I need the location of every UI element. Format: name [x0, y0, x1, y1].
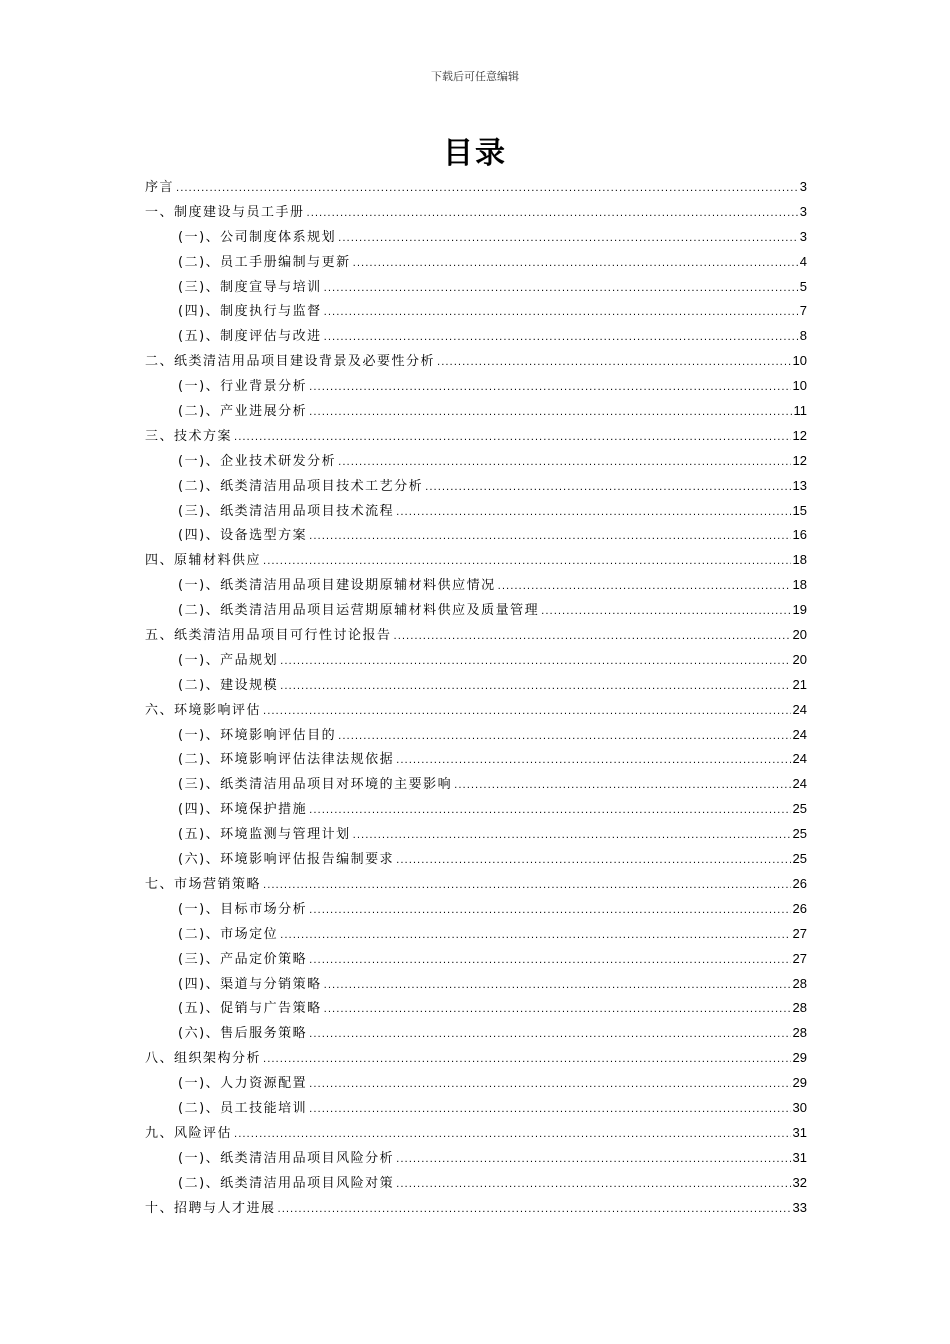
toc-dot-leader: [338, 725, 790, 750]
toc-page-number: 25: [792, 801, 807, 817]
toc-dot-leader: [309, 799, 790, 824]
toc-title: 目录: [443, 136, 507, 171]
toc-entry-label: (二)、纸类清洁用品项目运营期原辅材料供应及质量管理: [178, 603, 540, 619]
toc-entry-label: (二)、环境影响评估法律法规依据: [178, 752, 395, 768]
toc-section-entry[interactable]: [145, 1096, 807, 1121]
toc-dot-leader: [309, 376, 790, 401]
table-of-contents: [145, 175, 807, 1220]
toc-entry-label: (一)、目标市场分析: [178, 901, 308, 917]
toc-entry-label: (四)、制度执行与监督: [178, 304, 322, 320]
toc-section-entry[interactable]: [145, 474, 807, 499]
toc-dot-leader: [263, 1048, 791, 1073]
toc-entry-label: (二)、纸类清洁用品项目风险对策: [178, 1175, 395, 1191]
toc-dot-leader: [396, 749, 790, 774]
toc-page-number: 27: [792, 925, 807, 941]
toc-dot-leader: [541, 600, 790, 625]
toc-page-number: 19: [792, 602, 807, 618]
toc-section-entry[interactable]: [145, 399, 807, 424]
toc-page-number: 10: [792, 353, 807, 369]
toc-dot-leader: [263, 874, 791, 899]
toc-dot-leader: [396, 501, 790, 526]
toc-page-number: 10: [792, 378, 807, 394]
toc-page-number: 27: [792, 950, 807, 966]
toc-entry-label: 九、风险评估: [145, 1125, 233, 1141]
toc-section-entry[interactable]: [145, 598, 807, 623]
toc-entry-label: (二)、产业进展分析: [178, 404, 308, 420]
toc-section-entry[interactable]: [145, 523, 807, 548]
toc-dot-leader: [396, 849, 790, 874]
toc-page-number: 24: [792, 751, 807, 767]
toc-section-entry[interactable]: [145, 1171, 807, 1196]
toc-dot-leader: [324, 301, 798, 326]
toc-dot-leader: [309, 1098, 790, 1123]
toc-dot-leader: [396, 1148, 790, 1173]
toc-dot-leader: [394, 625, 791, 650]
toc-page-number: 7: [799, 303, 807, 319]
toc-entry-label: (一)、公司制度体系规划: [178, 229, 337, 245]
toc-dot-leader: [353, 824, 791, 849]
toc-page-number: 5: [799, 278, 807, 294]
toc-entry-label: 七、市场营销策略: [145, 876, 262, 892]
toc-section-entry[interactable]: [145, 499, 807, 524]
toc-dot-leader: [176, 177, 798, 202]
toc-page-number: 24: [792, 726, 807, 742]
toc-entry-label: (五)、制度评估与改进: [178, 329, 322, 345]
toc-chapter-entry[interactable]: [145, 1196, 807, 1221]
toc-dot-leader: [309, 1023, 790, 1048]
toc-page-number: 28: [792, 1000, 807, 1016]
toc-section-entry[interactable]: [145, 897, 807, 922]
toc-dot-leader: [263, 550, 791, 575]
toc-section-entry[interactable]: [145, 723, 807, 748]
toc-entry-label: (一)、环境影响评估目的: [178, 727, 337, 743]
toc-dot-leader: [234, 1123, 791, 1148]
toc-page-number: 4: [799, 253, 807, 269]
toc-chapter-entry[interactable]: [145, 1046, 807, 1071]
toc-entry-label: 序言: [145, 180, 175, 195]
toc-chapter-entry[interactable]: [145, 872, 807, 897]
toc-page-number: 31: [792, 1149, 807, 1165]
toc-page-number: 15: [792, 502, 807, 518]
toc-page-number: 20: [792, 651, 807, 667]
toc-dot-leader: [338, 227, 798, 252]
toc-chapter-entry[interactable]: [145, 1121, 807, 1146]
toc-entry-label: (四)、渠道与分销策略: [178, 976, 322, 992]
toc-page-number: 28: [792, 975, 807, 991]
toc-dot-leader: [324, 974, 791, 999]
toc-page-number: 26: [792, 900, 807, 916]
toc-entry-label: (一)、企业技术研发分析: [178, 453, 337, 469]
toc-page-number: 3: [799, 228, 807, 244]
toc-chapter-entry[interactable]: [145, 548, 807, 573]
toc-dot-leader: [309, 899, 790, 924]
toc-entry-label: (一)、纸类清洁用品项目风险分析: [178, 1150, 395, 1166]
toc-page-number: 18: [792, 577, 807, 593]
toc-section-entry[interactable]: [145, 374, 807, 399]
toc-dot-leader: [425, 476, 790, 501]
toc-page-number: 29: [792, 1075, 807, 1091]
toc-dot-leader: [280, 924, 790, 949]
toc-dot-leader: [234, 426, 791, 451]
toc-page-number: 11: [793, 403, 807, 419]
toc-section-entry[interactable]: [145, 648, 807, 673]
toc-entry-label: (六)、环境影响评估报告编制要求: [178, 852, 395, 868]
toc-dot-leader: [309, 525, 790, 550]
toc-dot-leader: [280, 650, 790, 675]
toc-page-number: 21: [792, 676, 807, 692]
toc-page-number: 26: [792, 875, 807, 891]
toc-entry-label: (二)、员工手册编制与更新: [178, 254, 351, 270]
toc-dot-leader: [309, 401, 791, 426]
toc-entry-label: (一)、产品规划: [178, 652, 279, 668]
toc-dot-leader: [309, 1073, 790, 1098]
toc-entry-label: (一)、人力资源配置: [178, 1076, 308, 1092]
toc-section-entry[interactable]: [145, 1021, 807, 1046]
toc-dot-leader: [309, 949, 790, 974]
toc-dot-leader: [338, 451, 790, 476]
toc-page-number: 20: [792, 627, 807, 643]
toc-section-entry[interactable]: [145, 996, 807, 1021]
toc-dot-leader: [437, 351, 791, 376]
toc-page-number: 25: [792, 851, 807, 867]
toc-page-number: 18: [792, 552, 807, 568]
toc-entry-label: (二)、纸类清洁用品项目技术工艺分析: [178, 478, 424, 494]
toc-section-entry[interactable]: [145, 225, 807, 250]
toc-chapter-entry[interactable]: [145, 698, 807, 723]
toc-entry-label: (三)、制度宣导与培训: [178, 279, 322, 295]
toc-section-entry[interactable]: [145, 1146, 807, 1171]
toc-page-number: 16: [792, 527, 807, 543]
toc-entry-label: (三)、纸类清洁用品项目对环境的主要影响: [178, 777, 453, 793]
toc-section-entry[interactable]: [145, 250, 807, 275]
toc-page-number: 33: [792, 1199, 807, 1215]
toc-entry-label: (四)、环境保护措施: [178, 802, 308, 818]
toc-dot-leader: [263, 700, 791, 725]
toc-entry-label: 八、组织架构分析: [145, 1051, 262, 1067]
toc-section-entry[interactable]: [145, 847, 807, 872]
toc-dot-leader: [396, 1173, 790, 1198]
toc-entry-label: (二)、员工技能培训: [178, 1100, 308, 1116]
toc-dot-leader: [307, 202, 798, 227]
toc-page-number: 32: [792, 1174, 807, 1190]
toc-entry-label: (三)、产品定价策略: [178, 951, 308, 967]
toc-section-entry[interactable]: [145, 972, 807, 997]
toc-page-number: 24: [792, 776, 807, 792]
toc-page-number: 24: [792, 701, 807, 717]
toc-page-number: 13: [792, 477, 807, 493]
toc-dot-leader: [353, 252, 798, 277]
toc-page-number: 29: [792, 1050, 807, 1066]
toc-page-number: 25: [792, 826, 807, 842]
toc-dot-leader: [280, 675, 790, 700]
toc-chapter-entry[interactable]: [145, 200, 807, 225]
toc-entry-label: (三)、纸类清洁用品项目技术流程: [178, 503, 395, 519]
toc-section-entry[interactable]: [145, 299, 807, 324]
toc-entry-label: 一、制度建设与员工手册: [145, 204, 305, 220]
toc-page-number: 3: [799, 179, 807, 194]
toc-section-entry[interactable]: [145, 324, 807, 349]
toc-dot-leader: [278, 1198, 791, 1223]
toc-chapter-entry[interactable]: [145, 175, 807, 200]
toc-page-number: 30: [792, 1099, 807, 1115]
toc-page-number: 28: [792, 1025, 807, 1041]
toc-entry-label: (一)、行业背景分析: [178, 379, 308, 395]
toc-entry-label: 十、招聘与人才进展: [145, 1200, 276, 1216]
toc-dot-leader: [498, 575, 791, 600]
toc-entry-label: 六、环境影响评估: [145, 702, 262, 718]
toc-page-number: 12: [792, 427, 807, 443]
toc-section-entry[interactable]: [145, 772, 807, 797]
toc-section-entry[interactable]: [145, 1071, 807, 1096]
toc-dot-leader: [324, 277, 798, 302]
toc-page-number: 31: [792, 1124, 807, 1140]
toc-page-number: 12: [792, 452, 807, 468]
toc-section-entry[interactable]: [145, 797, 807, 822]
toc-section-entry[interactable]: [145, 822, 807, 847]
toc-section-entry[interactable]: [145, 449, 807, 474]
toc-entry-label: (五)、环境监测与管理计划: [178, 827, 351, 843]
toc-section-entry[interactable]: [145, 275, 807, 300]
toc-chapter-entry[interactable]: [145, 623, 807, 648]
toc-entry-label: 四、原辅材料供应: [145, 553, 262, 569]
toc-section-entry[interactable]: [145, 673, 807, 698]
toc-dot-leader: [454, 774, 790, 799]
toc-entry-label: (二)、市场定位: [178, 926, 279, 942]
toc-dot-leader: [324, 326, 798, 351]
toc-section-entry[interactable]: [145, 947, 807, 972]
page-header: 下载后可任意编辑: [431, 70, 519, 83]
toc-entry-label: (四)、设备选型方案: [178, 528, 308, 544]
toc-chapter-entry[interactable]: [145, 424, 807, 449]
toc-entry-label: (六)、售后服务策略: [178, 1026, 308, 1042]
toc-section-entry[interactable]: [145, 747, 807, 772]
toc-entry-label: (二)、建设规模: [178, 677, 279, 693]
toc-entry-label: 三、技术方案: [145, 428, 233, 444]
toc-entry-label: 五、纸类清洁用品项目可行性讨论报告: [145, 628, 392, 644]
toc-page-number: 3: [799, 203, 807, 219]
toc-dot-leader: [324, 998, 791, 1023]
toc-section-entry[interactable]: [145, 573, 807, 598]
toc-entry-label: 二、纸类清洁用品项目建设背景及必要性分析: [145, 354, 436, 370]
toc-page-number: 8: [799, 328, 807, 344]
toc-chapter-entry[interactable]: [145, 349, 807, 374]
toc-section-entry[interactable]: [145, 922, 807, 947]
toc-entry-label: (一)、纸类清洁用品项目建设期原辅材料供应情况: [178, 578, 496, 594]
toc-entry-label: (五)、促销与广告策略: [178, 1001, 322, 1017]
